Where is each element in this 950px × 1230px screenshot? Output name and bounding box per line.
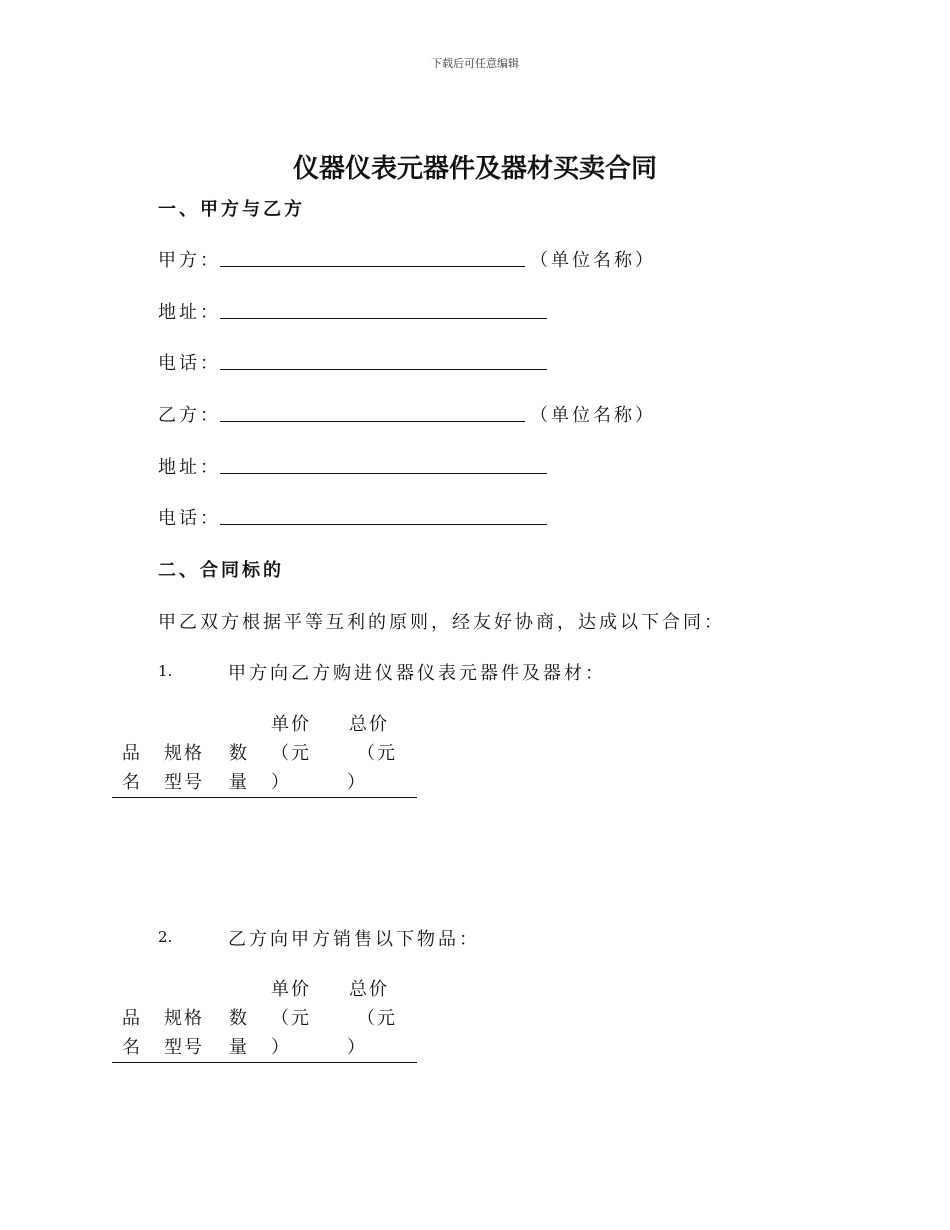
- table1-col-unit-price-b: （元: [271, 743, 311, 764]
- table1-col-qty-a: 数: [229, 743, 249, 764]
- table1-col-qty-b: 量: [229, 772, 249, 793]
- party-a-label: 甲方：: [158, 250, 221, 271]
- table2-col-spec-a: 规格: [164, 1008, 204, 1029]
- table2-col-unit-price-c: ）: [271, 1037, 291, 1058]
- table1-col-total-c: ）: [347, 772, 367, 793]
- table1-col-unit-price-a: 单价: [271, 714, 311, 735]
- party-a-address-field[interactable]: [220, 318, 547, 319]
- table1-col-spec-a: 规格: [164, 743, 204, 764]
- table1-col-unit-price-c: ）: [271, 772, 291, 793]
- table2-col-spec-b: 型号: [164, 1037, 204, 1058]
- party-b-name-field[interactable]: [220, 421, 525, 422]
- table2-col-name-b: 名: [122, 1037, 142, 1058]
- item1-text: 甲方向乙方购进仪器仪表元器件及器材：: [228, 663, 606, 684]
- table2-col-name-a: 品: [122, 1008, 142, 1029]
- table1-col-spec-b: 型号: [164, 772, 204, 793]
- item2-text: 乙方向甲方销售以下物品：: [228, 929, 480, 950]
- header-note: 下载后可任意编辑: [431, 57, 519, 70]
- party-a-note: （单位名称）: [530, 250, 656, 271]
- intro-paragraph: 甲乙双方根据平等互利的原则，经友好协商，达成以下合同：: [158, 612, 725, 633]
- table1-header-rule: [112, 797, 417, 798]
- section-heading-parties: 一、甲方与乙方: [158, 199, 305, 220]
- table2-col-unit-price-b: （元: [271, 1008, 311, 1029]
- party-b-note: （单位名称）: [530, 405, 656, 426]
- document-title: 仪器仪表元器件及器材买卖合同: [292, 154, 657, 184]
- table2-col-qty-b: 量: [229, 1037, 249, 1058]
- party-b-label: 乙方：: [158, 405, 221, 426]
- party-a-phone-label: 电话：: [158, 353, 221, 374]
- party-a-name-field[interactable]: [220, 266, 525, 267]
- table2-col-total-c: ）: [347, 1037, 367, 1058]
- item2-number: 2.: [158, 928, 173, 946]
- section-heading-subject: 二、合同标的: [158, 560, 284, 581]
- table2-col-total-b: （元: [357, 1008, 397, 1029]
- table1-col-name-b: 名: [122, 772, 142, 793]
- party-b-phone-field[interactable]: [220, 524, 547, 525]
- table2-col-unit-price-a: 单价: [271, 979, 311, 1000]
- party-b-address-label: 地址：: [158, 457, 221, 478]
- table2-col-qty-a: 数: [229, 1008, 249, 1029]
- table2-header-rule: [112, 1062, 417, 1063]
- table1-col-total-b: （元: [357, 743, 397, 764]
- party-a-phone-field[interactable]: [220, 369, 547, 370]
- party-b-address-field[interactable]: [220, 473, 547, 474]
- table1-col-name-a: 品: [122, 743, 142, 764]
- item1-number: 1.: [158, 662, 173, 680]
- table1-col-total-a: 总价: [349, 714, 389, 735]
- table2-col-total-a: 总价: [349, 979, 389, 1000]
- party-b-phone-label: 电话：: [158, 508, 221, 529]
- party-a-address-label: 地址：: [158, 302, 221, 323]
